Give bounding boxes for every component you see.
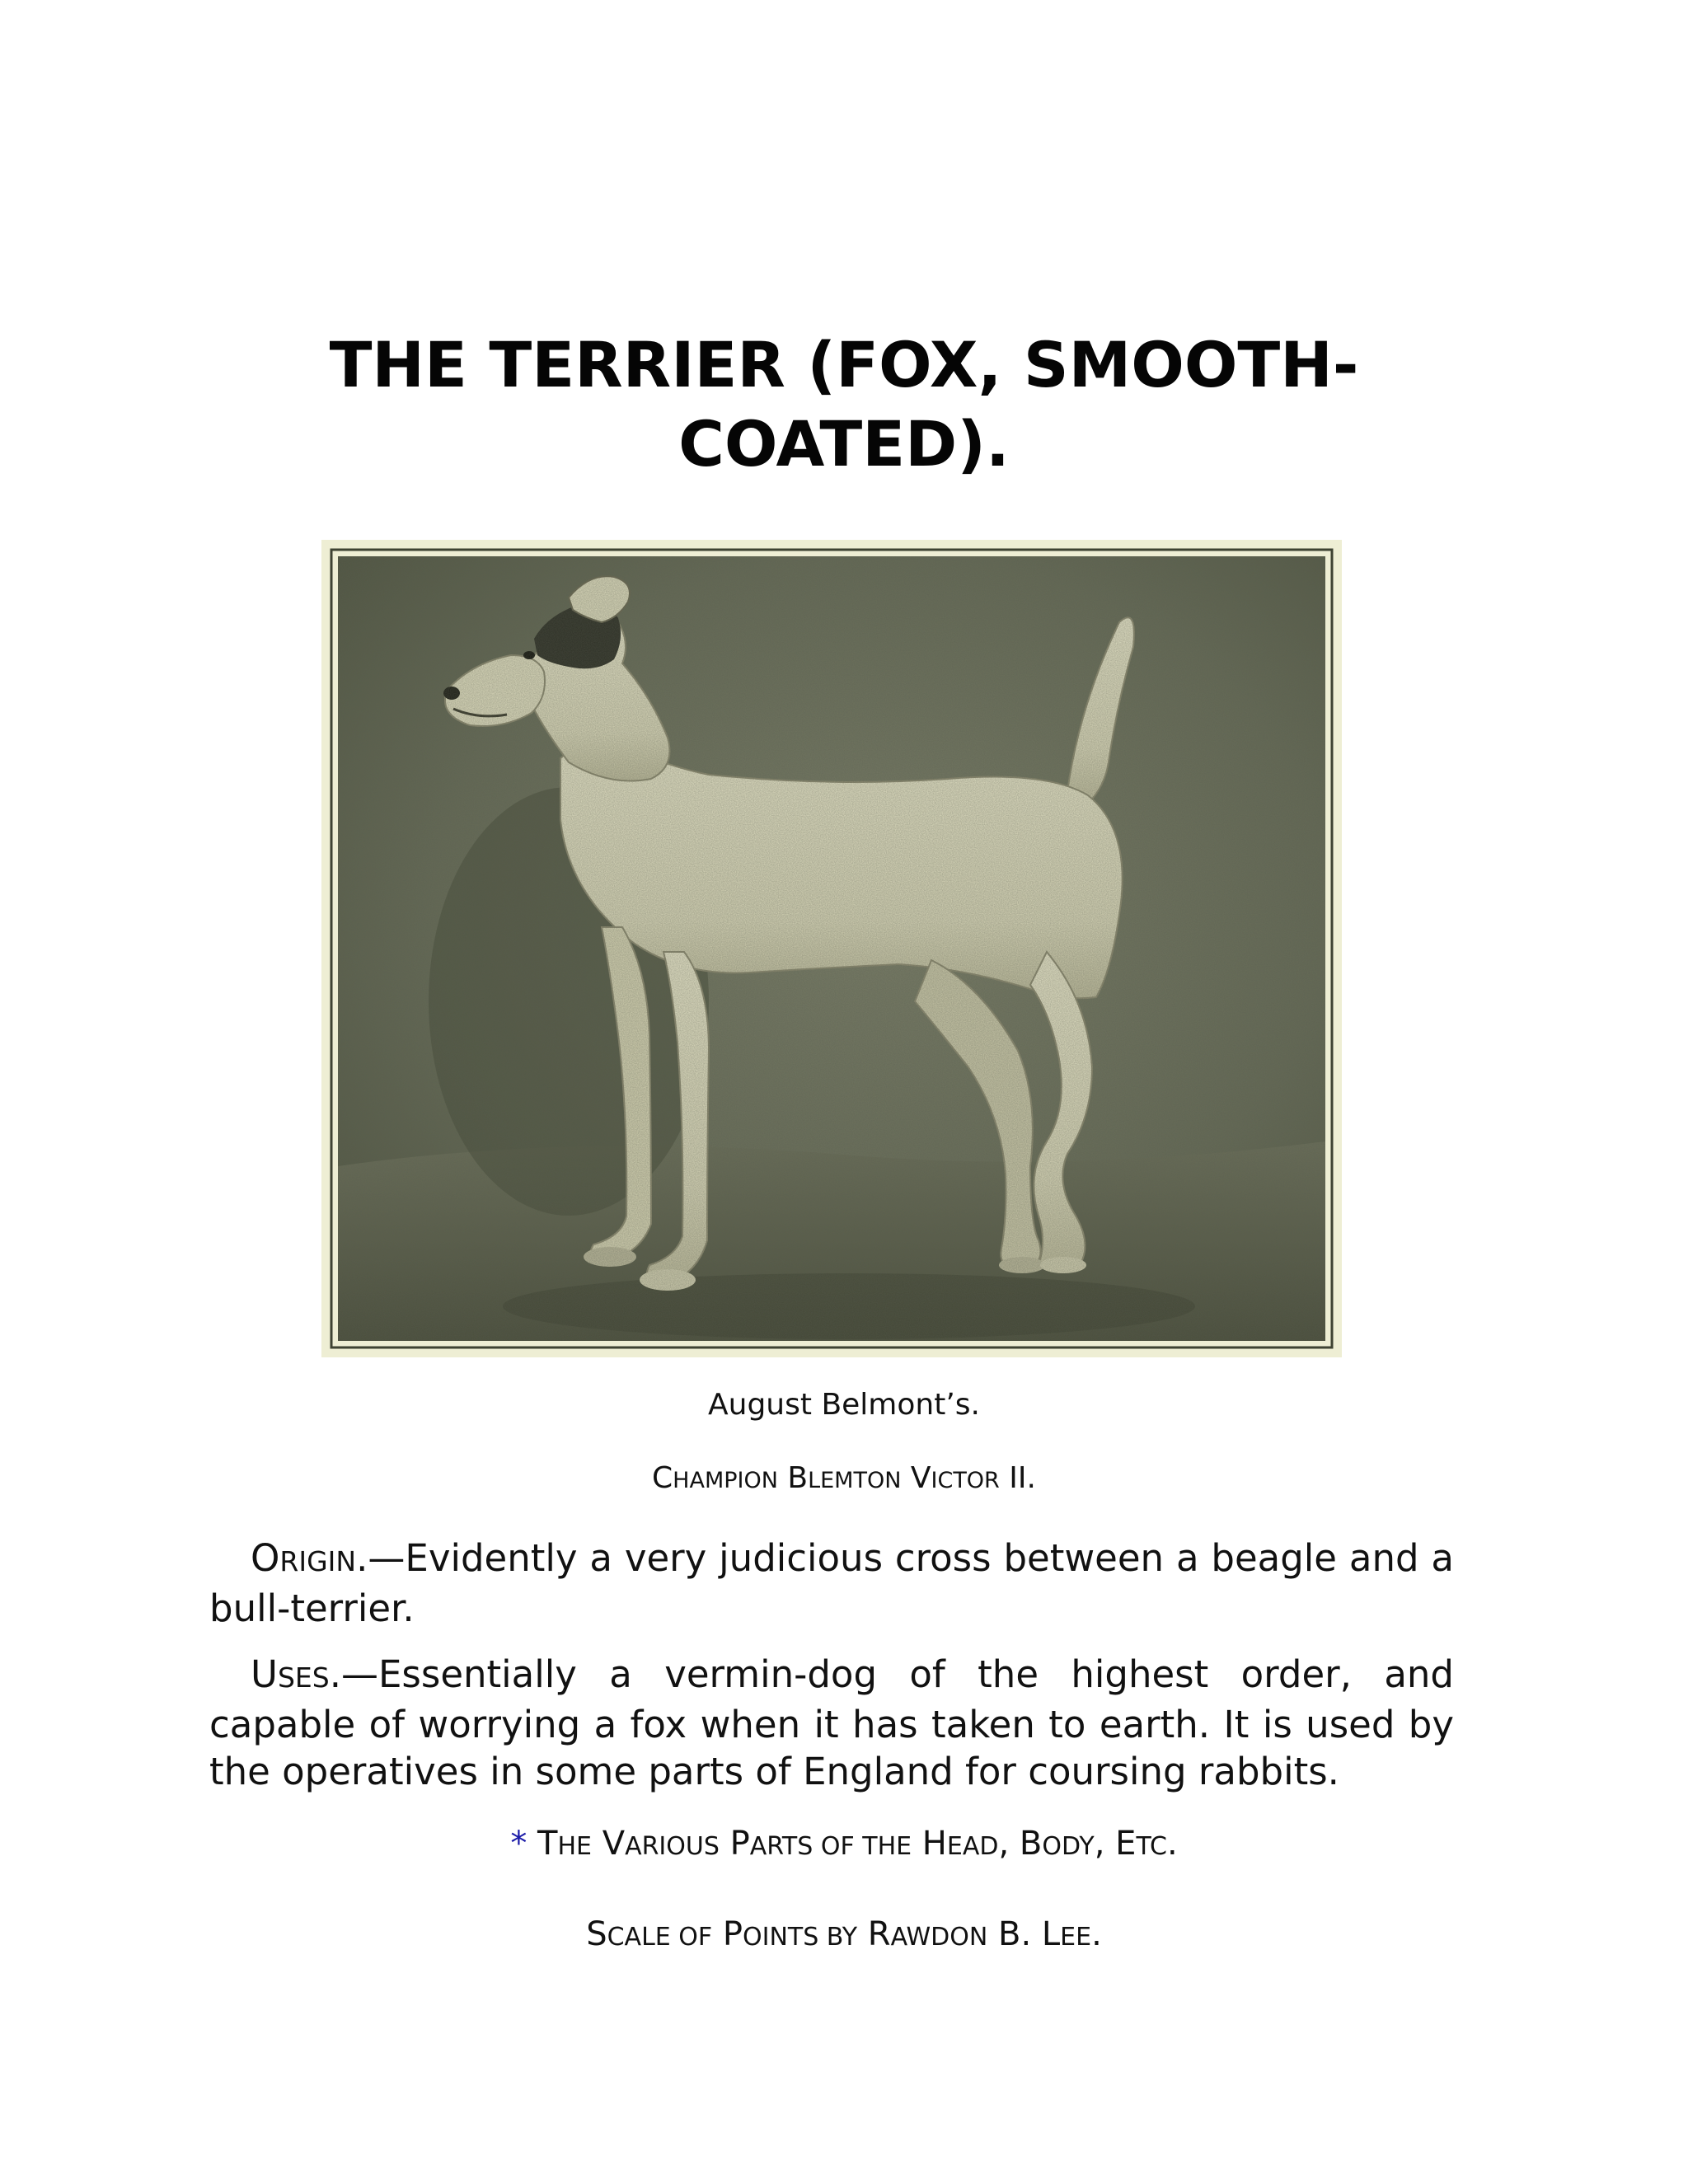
caption-part: C (652, 1461, 673, 1495)
heading-part: HE (557, 1832, 592, 1861)
heading-part: P (712, 1915, 743, 1953)
heading-part: P (719, 1825, 750, 1863)
caption-part: HAMPION (673, 1468, 778, 1493)
uses-paragraph (209, 1651, 1454, 1795)
origin-lead: O (251, 1536, 280, 1580)
heading-part: AWDON (890, 1923, 988, 1952)
origin-lead-rest: RIGIN (279, 1545, 357, 1577)
heading-part: ARIOUS (625, 1832, 720, 1861)
uses-text: .—Essentially a vermin-dog of the highest order, and capable of worrying a fox when it has taken to earth. It is used by the operatives in some parts of England for coursing rabbits. (209, 1652, 1454, 1793)
heading-part: EAD (946, 1832, 999, 1861)
caption-part: B (777, 1461, 809, 1495)
heading-part: V (591, 1825, 626, 1863)
parts-heading (0, 1824, 1688, 1867)
origin-text: .—Evidently a very judicious cross between a beagle and a bull-terrier. (209, 1536, 1454, 1630)
heading-part: EE (1060, 1923, 1092, 1952)
page-title: THE TERRIER (FOX, SMOOTH-COATED). (329, 328, 1359, 480)
heading-part: B. L (987, 1915, 1061, 1953)
heading-part: H (912, 1825, 947, 1863)
heading-part: , B (998, 1825, 1043, 1863)
heading-part: OINTS BY (742, 1923, 858, 1952)
caption-part: ICTOR (931, 1468, 1000, 1493)
heading-part: ARTS OF THE (749, 1832, 912, 1861)
uses-lead: U (251, 1652, 278, 1696)
heading-part: S (586, 1915, 607, 1953)
uses-lead-rest: SES (277, 1661, 330, 1694)
illustration-caption (0, 1460, 1688, 1499)
footnote-asterisk-link[interactable]: * (510, 1825, 528, 1863)
heading-part: CALE OF (607, 1923, 713, 1952)
heading-part: ODY (1042, 1832, 1095, 1861)
heading-part: , E (1094, 1825, 1137, 1863)
heading-part: . (1091, 1915, 1102, 1953)
scale-heading (0, 1915, 1688, 1957)
heading-part: T (527, 1825, 558, 1863)
heading-part: R (857, 1915, 891, 1953)
heading-part: . (1166, 1825, 1178, 1863)
caption-part: V (901, 1461, 931, 1495)
dog-illustration-image (321, 540, 1342, 1357)
illustration-credit: August Belmont’s. (708, 1388, 980, 1422)
heading-part: TC (1136, 1832, 1167, 1861)
dog-illustration (321, 540, 1342, 1357)
caption-part: II. (999, 1461, 1036, 1495)
origin-paragraph (209, 1535, 1454, 1632)
caption-part: LEMTON (808, 1468, 902, 1493)
